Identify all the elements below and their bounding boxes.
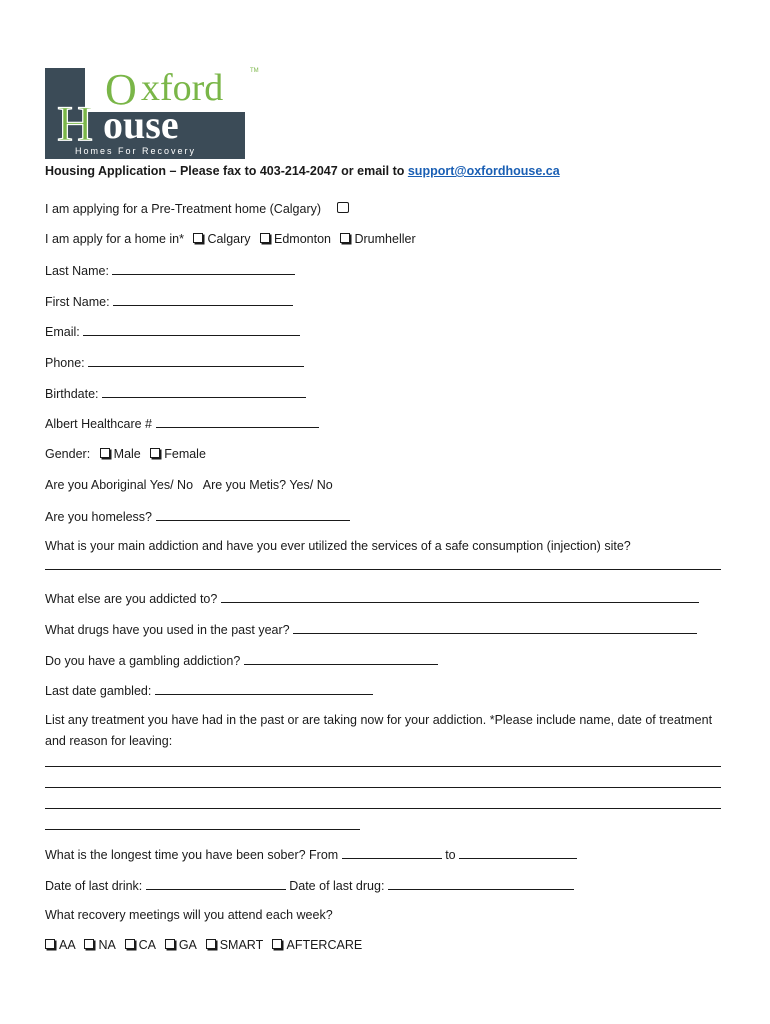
aftercare-label: AFTERCARE [286,938,363,952]
ga-checkbox[interactable] [165,939,175,949]
gambling-field[interactable] [244,652,438,665]
drugs-past-year-label: What drugs have you used in the past year? [45,623,290,637]
healthcare-field[interactable] [156,415,319,428]
last-gambled-label: Last date gambled: [45,684,152,698]
pretreatment-checkbox[interactable] [337,202,349,213]
treatment-question: List any treatment you have had in the past or are taking now for your addiction. *Please include name, date of treatment and reason for leaving: [45,713,713,748]
meetings-options-line [45,937,362,953]
oxford-house-logo [45,64,265,159]
homeless-field[interactable] [156,508,350,521]
application-header [45,163,560,179]
sober-to-field[interactable] [459,846,577,859]
na-label: NA [98,938,116,952]
calgary-checkbox[interactable] [193,233,203,243]
ga-label: GA [178,938,197,952]
ca-checkbox[interactable] [125,939,135,949]
last-name-line [45,262,295,279]
sober-line [45,846,577,863]
svg-text:H: H [57,95,94,151]
else-addicted-field[interactable] [221,590,699,603]
drugs-past-year-line [45,621,697,638]
phone-line [45,354,304,371]
last-gambled-field[interactable] [155,682,373,695]
last-drug-label: Date of last drug: [289,879,385,893]
female-checkbox[interactable] [150,448,160,458]
smart-checkbox[interactable] [206,939,216,949]
sober-from-field[interactable] [342,846,442,859]
last-name-label: Last Name: [45,264,109,278]
birthdate-field[interactable] [102,385,306,398]
main-addiction-question: What is your main addiction and have you ever utilized the services of a safe consumption (injection) site? [45,539,631,553]
svg-text:O: O [105,65,137,114]
first-name-field[interactable] [113,293,293,306]
drumheller-label: Drumheller [354,232,416,246]
home-location-line [45,231,416,247]
smart-label: SMART [219,938,263,952]
email-field[interactable] [83,323,300,336]
first-name-line [45,293,293,310]
pretreatment-line [45,201,353,217]
phone-label: Phone: [45,356,85,370]
na-checkbox[interactable] [84,939,94,949]
last-drink-drug-line [45,877,574,894]
drugs-past-year-field[interactable] [293,621,697,634]
birthdate-line [45,385,306,402]
last-drug-field[interactable] [388,877,574,890]
female-label: Female [164,447,206,461]
last-drink-label: Date of last drink: [45,879,143,893]
support-email-link[interactable]: support@oxfordhouse.ca [407,164,560,178]
else-addicted-label: What else are you addicted to? [45,592,218,606]
treatment-answer-line-3[interactable] [45,808,721,809]
gambling-label: Do you have a gambling addiction? [45,654,241,668]
sober-to-label: to [445,848,456,862]
email-label: Email: [45,325,80,339]
svg-text:TM: TM [250,68,259,74]
svg-text:ouse: ouse [103,102,179,147]
aboriginal-question: Are you Aboriginal Yes/ No Are you Metis? Yes/ No [45,478,333,492]
home-location-label: I am apply for a home in* [45,232,184,246]
male-checkbox[interactable] [100,448,110,458]
birthdate-label: Birthdate: [45,387,99,401]
last-gambled-line [45,682,373,699]
male-label: Male [113,447,141,461]
svg-text:xford: xford [141,67,224,109]
sober-label: What is the longest time you have been sober? From [45,848,339,862]
healthcare-line [45,415,319,432]
gender-line [45,446,206,462]
aftercare-checkbox[interactable] [272,939,282,949]
calgary-label: Calgary [207,232,251,246]
treatment-answer-line-1[interactable] [45,766,721,767]
drumheller-checkbox[interactable] [340,233,350,243]
header-text: Housing Application – Please fax to 403-214-2047 or email to [45,164,408,178]
last-drink-field[interactable] [146,877,286,890]
treatment-answer-line-4[interactable] [45,829,360,830]
gender-label: Gender: [45,447,91,461]
else-addicted-line [45,590,699,607]
gambling-line [45,652,438,669]
main-addiction-answer-line[interactable] [45,569,721,570]
treatment-answer-line-2[interactable] [45,787,721,788]
email-line [45,323,300,340]
last-name-field[interactable] [112,262,295,275]
phone-field[interactable] [88,354,304,367]
pretreatment-label: I am applying for a Pre-Treatment home (Calgary) [45,202,322,216]
healthcare-label: Albert Healthcare # [45,417,153,431]
first-name-label: First Name: [45,295,110,309]
homeless-label: Are you homeless? [45,510,153,524]
svg-text:Homes For Recovery: Homes For Recovery [75,146,197,156]
homeless-line [45,508,350,525]
aa-checkbox[interactable] [45,939,55,949]
meetings-question: What recovery meetings will you attend each week? [45,908,333,922]
aa-label: AA [59,938,75,952]
edmonton-checkbox[interactable] [260,233,270,243]
ca-label: CA [138,938,156,952]
edmonton-label: Edmonton [274,232,331,246]
